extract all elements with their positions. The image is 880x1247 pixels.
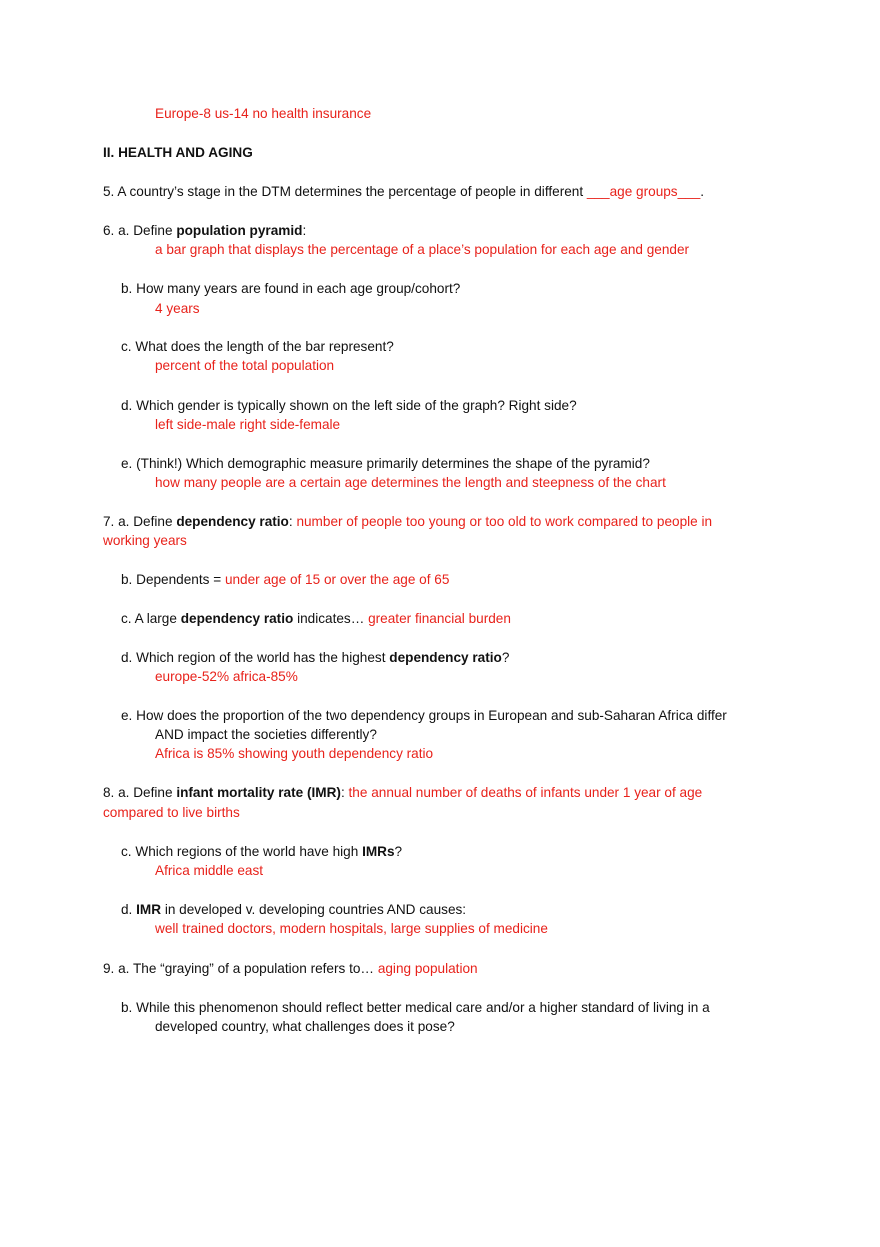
question-7d [121,648,509,668]
q7d-qmark: ? [501,650,510,665]
q9a-label: 9. a. [103,961,130,976]
question-6c [121,337,394,357]
q7a-colon: : [288,514,293,529]
question-9b [121,998,710,1018]
q6c-answer: percent of the total population [155,358,335,373]
q6e-prompt: (Think!) Which demographic measure primarily determines the shape of the pyramid? [136,456,650,471]
q7a-prompt: Define [133,514,173,529]
q6a-colon: : [302,223,307,238]
q6a-term: population pyramid [176,223,303,238]
q7c-label: c. [121,611,132,626]
q7d-answer: europe-52% africa-85% [155,669,298,684]
q5-period: . [700,184,705,199]
question-9a [103,959,478,979]
q7a-answer: number of people too young or too old to work compared to people in [296,514,713,529]
q5-prompt: A country’s stage in the DTM determines the percentage of people in different [117,184,584,199]
q7b-label: b. [121,572,133,587]
q7e-prompt-cont: AND impact the societies differently? [155,727,377,742]
q7e-label: e. [121,708,133,723]
q9b-label: b. [121,1000,133,1015]
q6c-label: c. [121,339,132,354]
q8d-label: d. [121,902,133,917]
q7c-term: dependency ratio [180,611,294,626]
question-7b [121,570,449,590]
question-6e [121,454,650,474]
q8c-prompt: Which regions of the world have high [135,844,359,859]
q6b-answer: 4 years [155,301,200,316]
q8d-prompt: in developed v. developing countries AND causes: [164,902,467,917]
top-note: Europe-8 us-14 no health insurance [155,106,372,121]
q7d-label: d. [121,650,133,665]
question-6b [121,279,460,299]
question-7e [121,706,727,726]
q6d-prompt: Which gender is typically shown on the left side of the graph? Right side? [136,398,577,413]
q7b-prompt: Dependents = [136,572,222,587]
q8a-term: infant mortality rate (IMR) [176,785,341,800]
q8a-answer: the annual number of deaths of infants under 1 year of age [348,785,703,800]
q7c-prompt-end: indicates… [297,611,365,626]
question-7a [103,512,712,532]
q6a-label: 6. a. [103,223,130,238]
question-6d [121,396,577,416]
question-6a [103,221,306,241]
q5-number: 5. [103,184,115,199]
q8c-term: IMRs [362,844,395,859]
q9a-prompt: The “graying” of a population refers to… [132,961,375,976]
question-8d [121,900,466,920]
q7b-answer: under age of 15 or over the age of 65 [224,572,450,587]
q7e-answer: Africa is 85% showing youth dependency ratio [155,746,434,761]
q8c-label: c. [121,844,132,859]
q8a-answer-cont: compared to live births [103,805,240,820]
q6e-answer: how many people are a certain age determines the length and steepness of the chart [155,475,666,490]
q8a-label: 8. a. [103,785,130,800]
q7a-label: 7. a. [103,514,130,529]
q7a-term: dependency ratio [176,514,289,529]
q8a-prompt: Define [133,785,173,800]
q7c-prompt: A large [134,611,177,626]
q9b-prompt-cont: developed country, what challenges does it pose? [155,1019,455,1034]
q8c-qmark: ? [394,844,403,859]
q9b-prompt: While this phenomenon should reflect better medical care and/or a higher standard of living in a [136,1000,710,1015]
question-8c [121,842,402,862]
q8c-answer: Africa middle east [155,863,264,878]
q5-answer: ___age groups___ [586,184,701,199]
question-8a [103,783,702,803]
q6d-answer: left side-male right side-female [155,417,341,432]
q7d-term: dependency ratio [389,650,502,665]
section-heading: II. HEALTH AND AGING [103,145,253,160]
q8a-colon: : [340,785,345,800]
q6d-label: d. [121,398,133,413]
q7c-answer: greater financial burden [368,611,511,626]
q8d-answer: well trained doctors, modern hospitals, large supplies of medicine [155,921,548,936]
q6b-label: b. [121,281,133,296]
q9a-answer: aging population [377,961,478,976]
q6a-answer: a bar graph that displays the percentage of a place’s population for each age and gender [155,242,690,257]
q8d-term: IMR [136,902,162,917]
q7a-answer-cont: working years [103,533,187,548]
question-5 [103,182,704,202]
q6a-prompt: Define [133,223,173,238]
q6b-prompt: How many years are found in each age group/cohort? [136,281,461,296]
q6c-prompt: What does the length of the bar represent? [135,339,394,354]
q7d-prompt: Which region of the world has the highest [136,650,386,665]
q6e-label: e. [121,456,133,471]
question-7c [121,609,511,629]
q7e-prompt: How does the proportion of the two dependency groups in European and sub-Saharan Africa differ [136,708,727,723]
